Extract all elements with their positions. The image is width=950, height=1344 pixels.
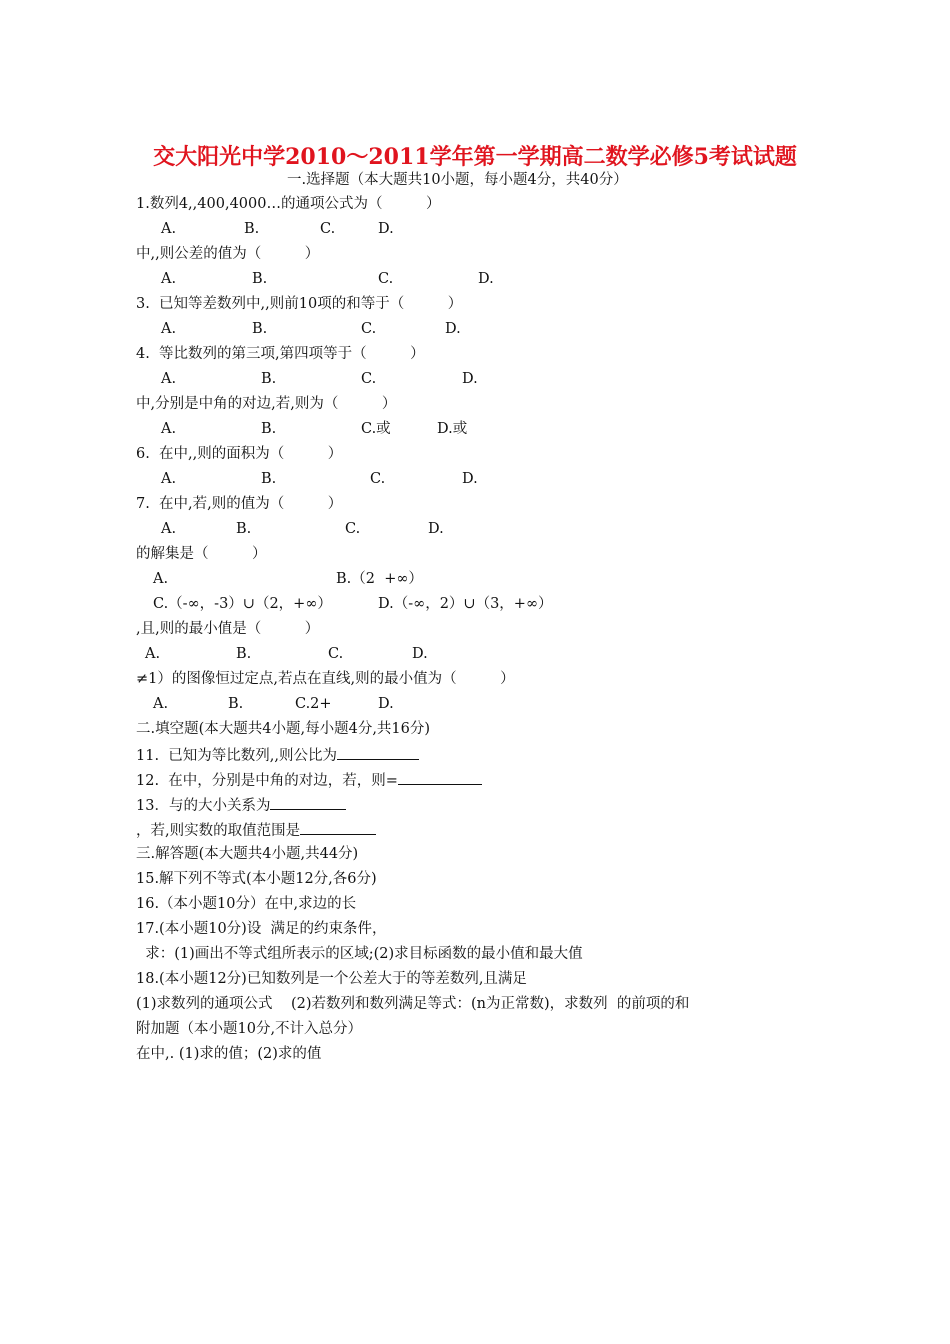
fill-question-12-text: 12. 在中，分别是中角的对边，若，则= [136, 773, 398, 789]
question-2-option-c: C. [378, 271, 394, 287]
question-7-option-d: D. [428, 521, 444, 537]
question-3-option-d: D. [445, 321, 461, 337]
question-10-option-a: A. [153, 696, 169, 712]
question-3-option-c: C. [361, 321, 377, 337]
question-3-option-b: B. [252, 321, 268, 337]
fill-question-12 [136, 770, 482, 790]
fill-question-14-text: ，若,则实数的取值范围是 [136, 823, 301, 839]
fill-question-14 [136, 820, 376, 840]
question-7-stem: 7. 在中,若,则的值为（ ） [136, 496, 343, 512]
question-1-option-a: A. [161, 221, 177, 237]
question-5-option-d: D.或 [437, 421, 468, 437]
fill-question-13-text: 13．与的大小关系为 [136, 798, 271, 814]
question-4-option-a: A. [161, 371, 177, 387]
exam-title: 交大阳光中学2010～2011学年第一学期高二数学必修5考试试题 [153, 144, 797, 170]
section1-heading: 一.选择题（本大题共10小题，每小题4分，共40分） [287, 172, 628, 188]
question-3-stem: 3. 已知等差数列中,,则前10项的和等于（ ） [136, 296, 463, 312]
question-4-option-b: B. [261, 371, 277, 387]
solve-line-16: 16.（本小题10分）在中,求边的长 [136, 896, 357, 912]
question-7-option-b: B. [236, 521, 252, 537]
fill-question-11 [136, 745, 419, 765]
question-10-stem: ≠1）的图像恒过定点,若点在直线,则的最小值为（ ） [136, 671, 515, 687]
solve-line-15: 15.解下列不等式(本小题12分,各6分) [136, 871, 377, 887]
question-8-option-c: C.（-∞，-3）∪（2，+∞） [153, 596, 332, 612]
question-1-option-c: C. [320, 221, 336, 237]
question-2-option-a: A. [161, 271, 177, 287]
question-9-option-c: C. [328, 646, 344, 662]
answer-blank [300, 820, 376, 835]
question-6-option-b: B. [261, 471, 277, 487]
bonus-question: 在中,. (1)求的值；(2)求的值 [136, 1046, 322, 1062]
question-8-option-d: D.（-∞，2）∪（3，+∞） [378, 596, 553, 612]
question-9-option-d: D. [412, 646, 428, 662]
question-9-stem: ,且,则的最小值是（ ） [136, 621, 320, 637]
question-6-stem: 6. 在中,,则的面积为（ ） [136, 446, 343, 462]
question-3-option-a: A. [161, 321, 177, 337]
question-1-option-d: D. [378, 221, 394, 237]
question-4-option-c: C. [361, 371, 377, 387]
solve-line-18-sub: (1)求数列的通项公式 (2)若数列和数列满足等式：(n为正常数)，求数列 的前项的和 [136, 996, 690, 1012]
solve-line-17-sub: 求：(1)画出不等式组所表示的区域;(2)求目标函数的最小值和最大值 [136, 946, 583, 962]
question-2-stem: 中,,则公差的值为（ ） [136, 246, 320, 262]
question-9-option-a: A. [145, 646, 161, 662]
question-2-option-b: B. [252, 271, 268, 287]
question-9-option-b: B. [236, 646, 252, 662]
question-5-option-a: A. [161, 421, 177, 437]
question-8-option-a: A. [153, 571, 169, 587]
answer-blank [337, 745, 419, 760]
solve-line-18: 18.(本小题12分)已知数列是一个公差大于的等差数列,且满足 [136, 971, 527, 987]
section3-heading: 三.解答题(本大题共4小题,共44分) [136, 846, 359, 862]
answer-blank [398, 770, 482, 785]
question-4-stem: 4. 等比数列的第三项,第四项等于（ ） [136, 346, 425, 362]
question-6-option-c: C. [370, 471, 386, 487]
question-1-option-b: B. [244, 221, 260, 237]
fill-question-11-text: 11. 已知为等比数列,,则公比为 [136, 748, 337, 764]
question-6-option-d: D. [462, 471, 478, 487]
question-5-option-b: B. [261, 421, 277, 437]
question-1-stem: 1.数列4,,400,4000…的通项公式为（ ） [136, 196, 441, 212]
question-2-option-d: D. [478, 271, 494, 287]
question-6-option-a: A. [161, 471, 177, 487]
question-8-stem: 的解集是（ ） [136, 546, 267, 562]
solve-line-17: 17.(本小题10分)设 满足的约束条件， [136, 921, 387, 937]
fill-question-13 [136, 795, 346, 815]
section2-heading: 二.填空题(本大题共4小题,每小题4分,共16分) [136, 721, 431, 737]
question-5-option-c: C.或 [361, 421, 391, 437]
question-7-option-c: C. [345, 521, 361, 537]
bonus-heading: 附加题（本小题10分,不计入总分） [136, 1021, 363, 1037]
question-10-option-d: D. [378, 696, 394, 712]
answer-blank [270, 795, 346, 810]
question-10-option-c: C.2+ [295, 696, 332, 712]
question-5-stem: 中,分别是中角的对边,若,则为（ ） [136, 396, 397, 412]
question-7-option-a: A. [161, 521, 177, 537]
question-10-option-b: B. [228, 696, 244, 712]
question-4-option-d: D. [462, 371, 478, 387]
question-8-option-b: B.（2 +∞） [336, 571, 423, 587]
